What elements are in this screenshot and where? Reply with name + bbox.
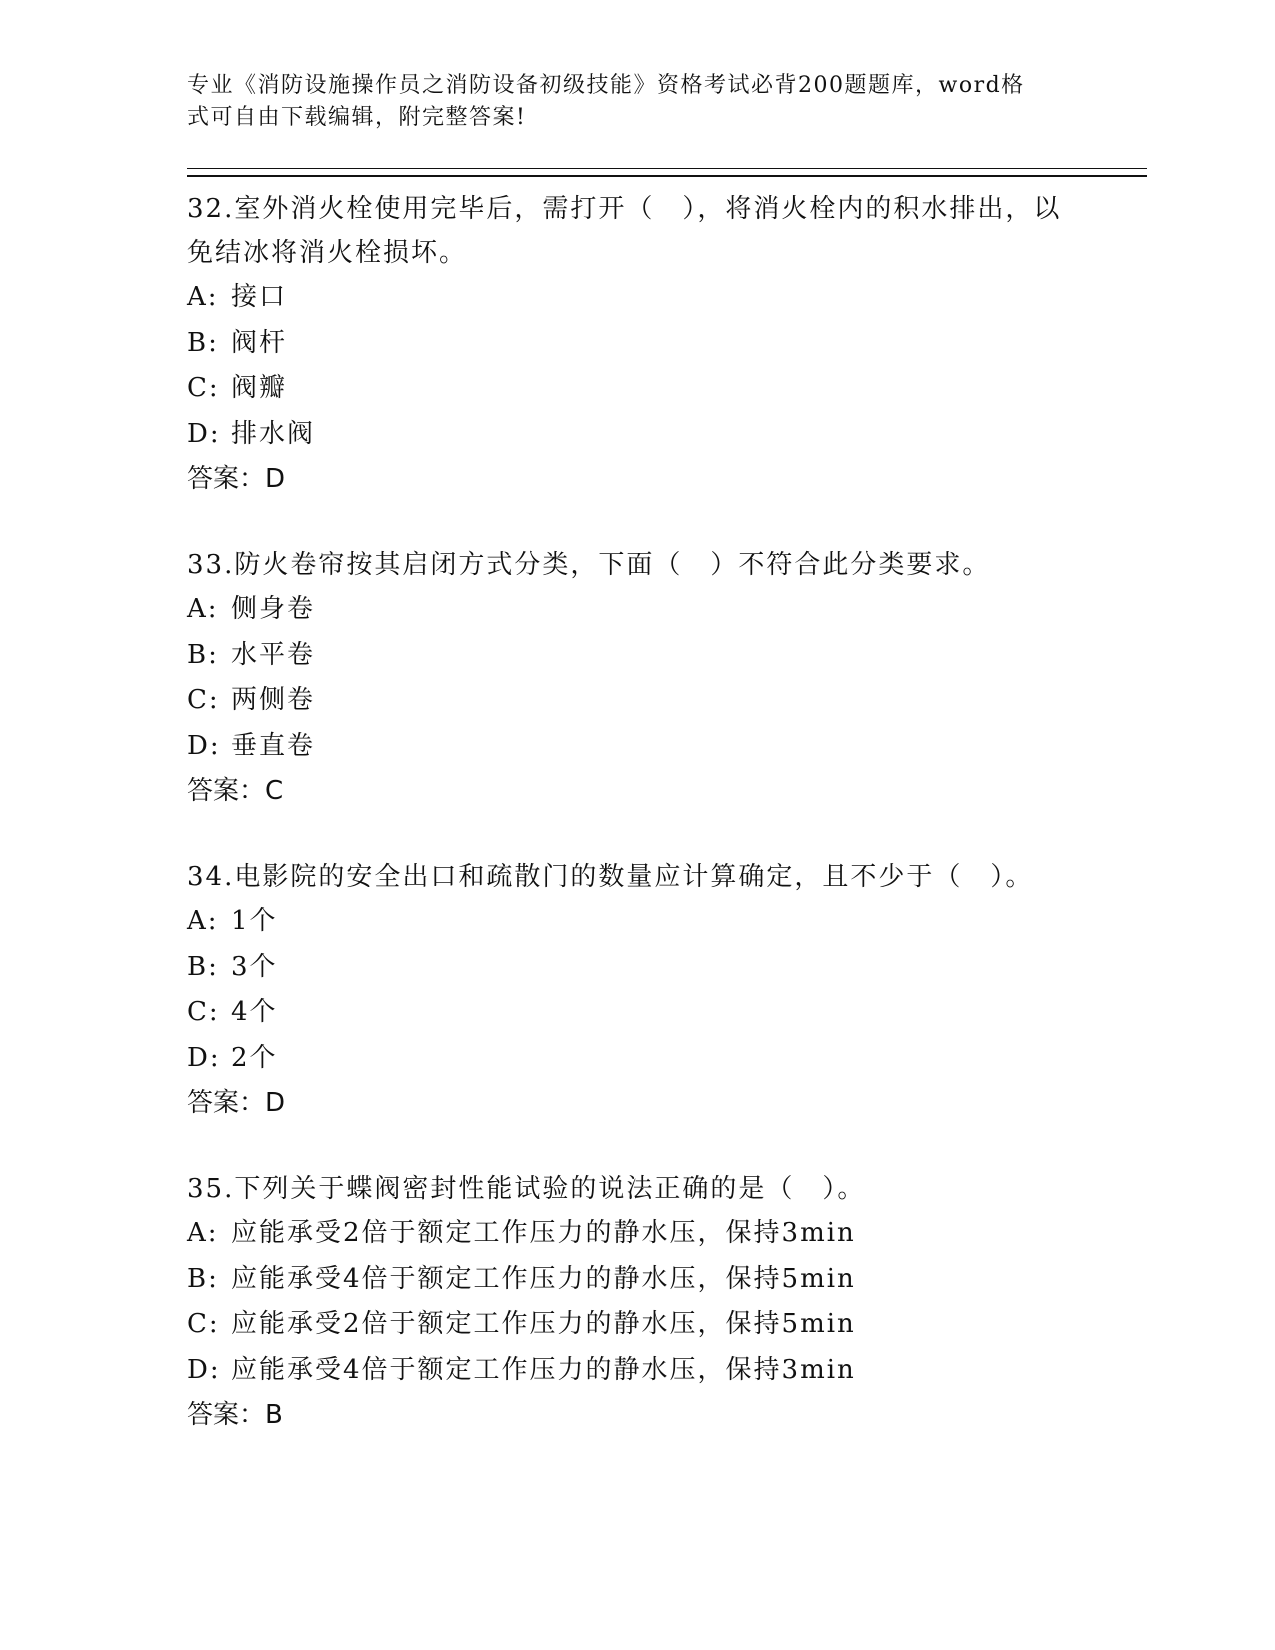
option-b	[187, 633, 1147, 679]
option-key: D:	[187, 1354, 221, 1385]
spacer	[187, 1125, 1147, 1167]
option-b	[187, 1257, 1147, 1303]
answer-line: 答案：D	[187, 464, 286, 494]
document-header: 专业《消防设施操作员之消防设备初级技能》资格考试必背200题题库，word格式可自由下载编辑，附完整答案!	[187, 73, 1025, 130]
option-key: C:	[187, 997, 220, 1027]
option-text: 3个	[231, 951, 278, 982]
option-text: 接口	[231, 282, 288, 312]
option-text: 1个	[231, 906, 278, 936]
option-key: B:	[187, 1263, 219, 1294]
option-text: 应能承受2倍于额定工作压力的静水压，保持3min	[231, 1218, 856, 1248]
document-page	[187, 70, 1147, 1437]
question-stem: 33.防火卷帘按其启闭方式分类，下面（ ）不符合此分类要求。	[187, 550, 991, 580]
option-key: A:	[187, 282, 219, 312]
question-block	[187, 187, 1147, 501]
option-key: A:	[187, 906, 219, 936]
option-a	[187, 275, 1147, 321]
option-text: 水平卷	[231, 639, 316, 670]
option-key: C:	[187, 373, 220, 403]
option-key: A:	[187, 594, 219, 624]
option-key: D:	[187, 730, 221, 761]
question-block	[187, 1167, 1147, 1437]
option-d	[187, 412, 1147, 458]
spacer	[187, 501, 1147, 543]
option-d	[187, 724, 1147, 770]
option-text: 应能承受2倍于额定工作压力的静水压，保持5min	[231, 1309, 856, 1339]
option-key: C:	[187, 1309, 220, 1339]
option-b	[187, 321, 1147, 367]
option-key: D:	[187, 418, 221, 449]
option-text: 侧身卷	[231, 594, 316, 624]
option-c	[187, 990, 1147, 1036]
answer-line: 答案：D	[187, 1088, 286, 1118]
option-key: B:	[187, 951, 219, 982]
option-c	[187, 1302, 1147, 1348]
answer-line: 答案：B	[187, 1400, 283, 1430]
question-stem: 35.下列关于蝶阀密封性能试验的说法正确的是（ ）。	[187, 1174, 866, 1204]
option-c	[187, 678, 1147, 724]
option-text: 4个	[231, 997, 278, 1027]
option-key: B:	[187, 639, 219, 670]
question-stem: 32.室外消火栓使用完毕后，需打开（ ），将消火栓内的积水排出，以免结冰将消火栓损坏。	[187, 194, 1062, 268]
question-stem: 34.电影院的安全出口和疏散门的数量应计算确定，且不少于（ ）。	[187, 862, 1034, 892]
option-key: B:	[187, 327, 219, 358]
option-text: 阀杆	[231, 327, 288, 358]
option-text: 阀瓣	[231, 373, 288, 403]
option-text: 应能承受4倍于额定工作压力的静水压，保持3min	[231, 1354, 856, 1385]
spacer	[187, 813, 1147, 855]
option-text: 2个	[231, 1042, 278, 1073]
option-key: A:	[187, 1218, 219, 1248]
option-d	[187, 1348, 1147, 1394]
option-text: 垂直卷	[231, 730, 316, 761]
option-a	[187, 899, 1147, 945]
question-block	[187, 855, 1147, 1125]
option-key: D:	[187, 1042, 221, 1073]
option-key: C:	[187, 685, 220, 715]
option-a	[187, 587, 1147, 633]
header-double-rule	[187, 168, 1147, 177]
option-text: 两侧卷	[231, 685, 316, 715]
question-block	[187, 543, 1147, 813]
option-d	[187, 1036, 1147, 1082]
option-text: 应能承受4倍于额定工作压力的静水压，保持5min	[231, 1263, 856, 1294]
option-b	[187, 945, 1147, 991]
answer-line: 答案：C	[187, 776, 284, 806]
option-text: 排水阀	[231, 418, 316, 449]
option-a	[187, 1211, 1147, 1257]
option-c	[187, 366, 1147, 412]
